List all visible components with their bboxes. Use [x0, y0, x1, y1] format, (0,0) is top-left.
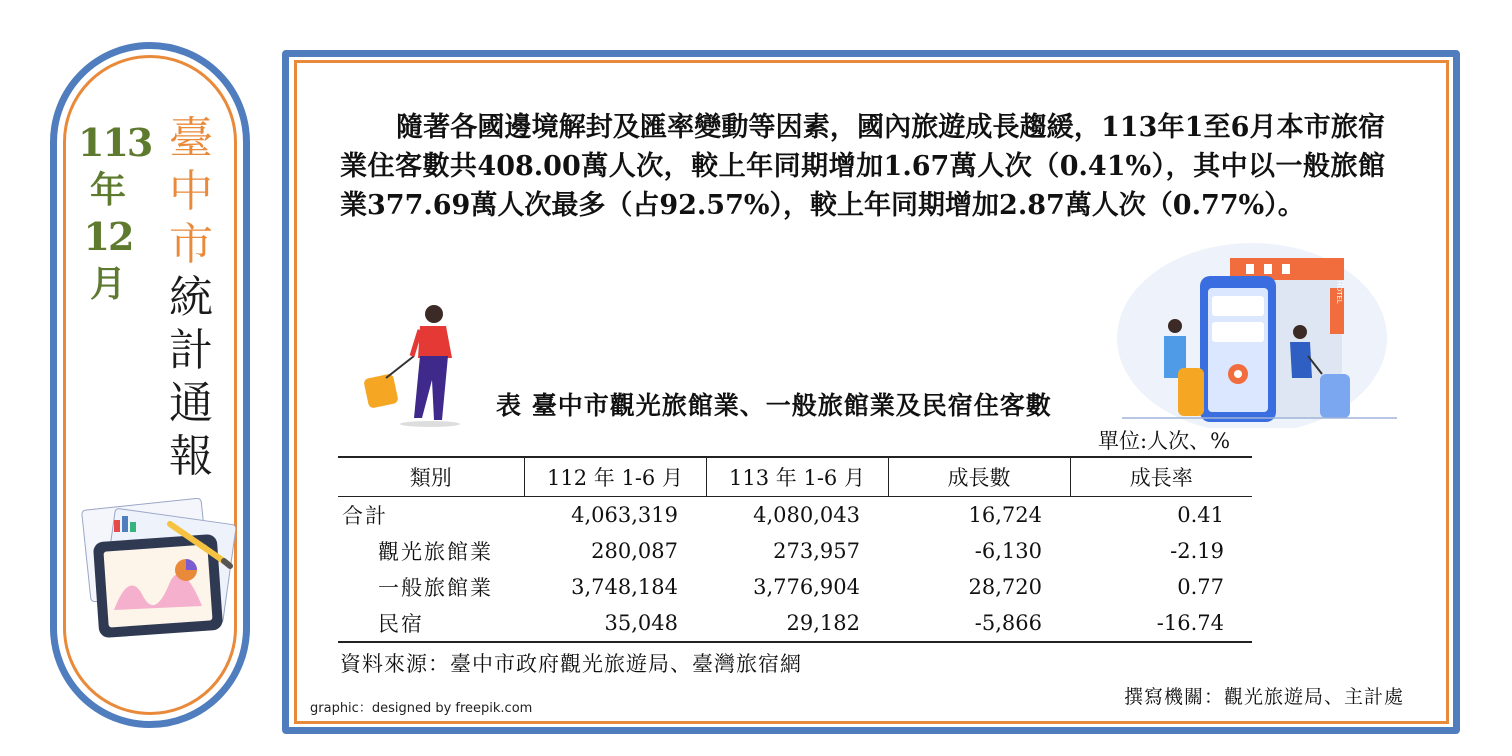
tablet-chart-illustration — [78, 498, 238, 658]
cell-112: 280,087 — [591, 539, 678, 563]
data-source: 資料來源：臺中市政府觀光旅遊局、臺灣旅宿網 — [340, 652, 802, 676]
row-label: 一般旅館業 — [378, 576, 493, 600]
summary-text: 隨著各國邊境解封及匯率變動等因素，國內旅遊成長趨緩，113年1至6月本市旅宿業住客數共408.00萬人次，較上年同期增加1.67萬人次（0.41%），其中以一般旅館業377.69萬人次最多（占92.57%），較上年同期增加2.87萬人次（0.77%）。 — [340, 112, 1385, 221]
issue-date — [78, 120, 152, 310]
hotel-sign-text: HOTEL — [1335, 280, 1343, 304]
cell-growth: 28,720 — [968, 575, 1042, 599]
guest-count-table — [338, 456, 1252, 643]
title-char: 計 — [169, 325, 213, 376]
hotel-booking-illustration — [1112, 228, 1402, 428]
month-char: 月 — [89, 263, 126, 305]
cell-113: 4,080,043 — [753, 503, 860, 527]
table-unit: 單位:人次、% — [1098, 429, 1231, 453]
cell-rate: 0.77 — [1177, 575, 1224, 599]
table-row — [338, 497, 1252, 534]
cell-rate: -16.74 — [1070, 605, 1252, 642]
cell-113: 29,182 — [706, 605, 888, 642]
table-row — [338, 569, 1252, 605]
summary-paragraph — [340, 108, 1385, 225]
issue-year: 113 — [78, 120, 152, 165]
column-header: 成長數 — [888, 457, 1070, 497]
cell-113: 273,957 — [773, 539, 860, 563]
column-header: 成長率 — [1070, 457, 1252, 497]
column-header: 113 年 1-6 月 — [706, 457, 888, 497]
traveler-woman-illustration — [360, 300, 480, 430]
title-char: 市 — [169, 219, 213, 270]
table-header-row — [338, 457, 1252, 497]
title-char: 中 — [169, 166, 213, 217]
row-label: 合計 — [342, 504, 388, 528]
cell-113: 3,776,904 — [753, 575, 860, 599]
table-row — [338, 533, 1252, 569]
cell-growth: -5,866 — [888, 605, 1070, 642]
cell-112: 4,063,319 — [571, 503, 678, 527]
author-agency: 撰寫機關：觀光旅遊局、主計處 — [1124, 686, 1405, 708]
title-char: 統 — [169, 272, 213, 323]
title-char: 通 — [169, 378, 213, 429]
graphic-credit: graphic：designed by freepik.com — [310, 701, 533, 716]
column-header: 類別 — [338, 457, 524, 497]
publication-title — [162, 112, 220, 483]
cell-growth: -6,130 — [974, 539, 1042, 563]
column-header: 112 年 1-6 月 — [524, 457, 706, 497]
cell-rate: -2.19 — [1170, 539, 1224, 563]
issue-month: 12 — [83, 214, 133, 259]
table-row — [338, 605, 1252, 642]
title-char: 報 — [169, 431, 213, 482]
cell-112: 3,748,184 — [571, 575, 678, 599]
cell-growth: 16,724 — [968, 503, 1042, 527]
year-char: 年 — [89, 169, 126, 211]
cell-rate: 0.41 — [1177, 503, 1224, 527]
row-label: 觀光旅館業 — [378, 540, 493, 564]
row-label: 民宿 — [338, 605, 524, 642]
cell-112: 35,048 — [524, 605, 706, 642]
title-char: 臺 — [169, 113, 213, 164]
table-title: 表 臺中市觀光旅館業、一般旅館業及民宿住客數 — [496, 391, 1052, 420]
